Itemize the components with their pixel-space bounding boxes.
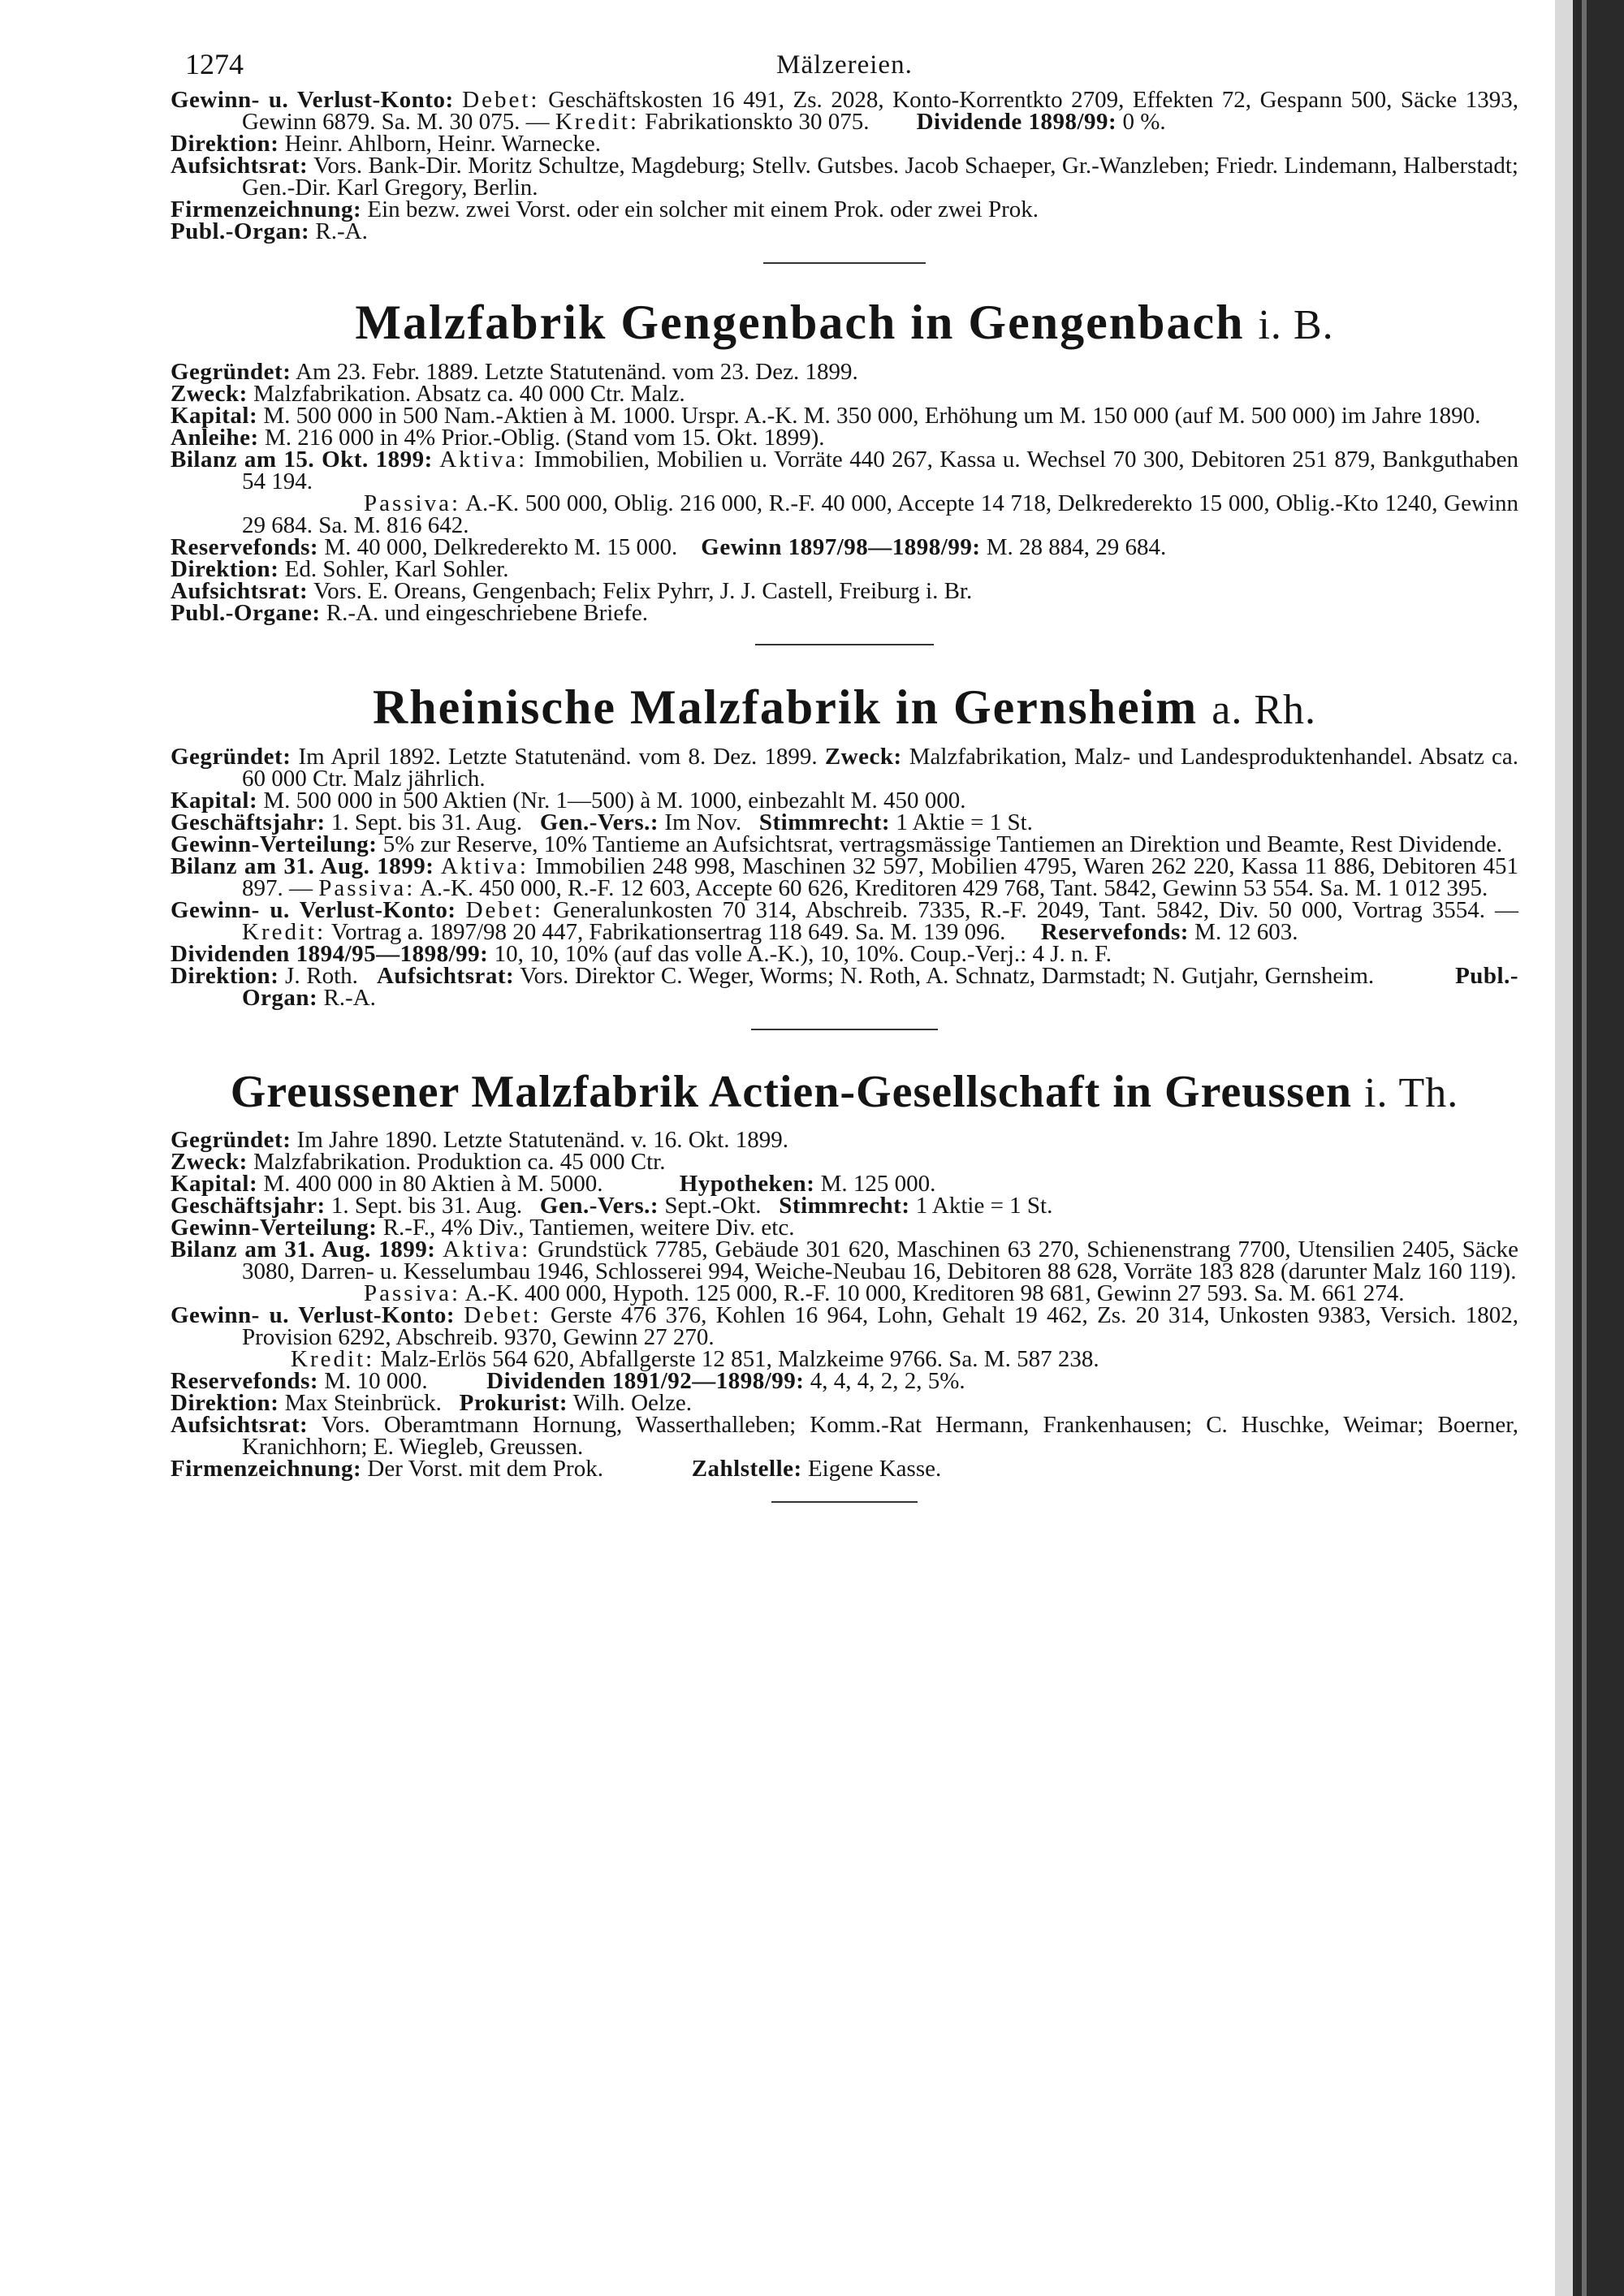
field-key: Firmenzeichnung:: [171, 196, 362, 222]
entry-aufsichtsrat: [171, 155, 1518, 199]
field-key: Prokurist:: [459, 1390, 568, 1416]
book-gutter: [1573, 0, 1624, 2296]
field-key: Gewinn- u. Verlust-Konto:: [171, 87, 454, 113]
field-key: Publ.-Organ:: [171, 218, 310, 244]
kredit-label: Kredit:: [291, 1346, 375, 1372]
field-value: Wilh. Oelze.: [572, 1390, 692, 1416]
field-value: Generalunkosten 70 314, Abschreib. 7335, R.-F. 2049, Tant. 5842, Div. 50 000, Vortrag 3554. —: [552, 897, 1519, 923]
entry-gegruendet: [171, 1129, 1518, 1151]
field-value: 1. Sept. bis 31. Aug.: [330, 1193, 523, 1219]
company-name: Rheinische Malzfabrik in Gernsheim: [372, 680, 1199, 734]
field-key: Kapital:: [171, 1171, 258, 1197]
field-key: Aufsichtsrat:: [171, 578, 309, 604]
field-value: 1. Sept. bis 31. Aug.: [330, 809, 523, 835]
field-value: Sept.-Okt.: [664, 1193, 762, 1219]
field-value: Max Steinbrück.: [284, 1390, 442, 1416]
field-key: Gewinn-Verteilung:: [171, 1215, 378, 1241]
section-divider: [763, 262, 926, 264]
field-value: 1 Aktie = 1 St.: [896, 809, 1033, 835]
entry-kapital: [171, 790, 1518, 812]
kredit-label: Kredit:: [242, 919, 326, 945]
field-key: Dividenden 1894/95—1898/99:: [171, 941, 489, 967]
entry-gewinn-verteilung: [171, 1217, 1518, 1239]
entry-bilanz: [171, 853, 1519, 901]
company-region: a. Rh.: [1212, 687, 1317, 733]
field-key: Kapital:: [171, 403, 258, 429]
field-value: Vors. Oberamtmann Hornung, Wasserthalleben; Komm.-Rat Hermann, Frankenhausen; C. Huschke, Weimar; Boerner, Kranichhorn; E. Wiegleb, Greussen.: [242, 1412, 1518, 1460]
field-value: M. 500 000 in 500 Nam.-Aktien à M. 1000. Urspr. A.-K. M. 350 000, Erhöhung um M. 150 000 (auf M. 500 000) im Jahre 1890.: [263, 403, 1481, 429]
field-value: 5% zur Reserve, 10% Tantieme an Aufsichtsrat, vertragsmässige Tantiemen an Direktion und Beamte, Rest Dividende.: [382, 831, 1503, 857]
field-value: A.-K. 400 000, Hypoth. 125 000, R.-F. 10 000, Kreditoren 98 681, Gewinn 27 593. Sa. M. 661 274.: [464, 1280, 1405, 1306]
running-head: [171, 42, 1518, 89]
field-value: A.-K. 450 000, R.-F. 12 603, Accepte 60 626, Kreditoren 429 768, Tant. 5842, Gewinn 53 554. Sa. M. 1 012 395.: [419, 875, 1488, 901]
entry-gegruendet: [171, 746, 1518, 790]
field-value: R.-F., 4% Div., Tantiemen, weitere Div. etc.: [382, 1215, 795, 1241]
field-value: Vors. E. Oreans, Gengenbach; Felix Pyhrr, J. J. Castell, Freiburg i. Br.: [313, 578, 973, 604]
field-key: Direktion:: [171, 556, 279, 582]
field-key: Anleihe:: [171, 425, 259, 451]
entry-gewinn-verteilung: [171, 831, 1518, 857]
field-key: Stimmrecht:: [758, 809, 891, 835]
entry-gegruendet: [171, 361, 1518, 383]
field-value: Der Vorst. mit dem Prok.: [367, 1456, 603, 1482]
field-value: Eigene Kasse.: [807, 1456, 942, 1482]
aktiva-label: Aktiva:: [443, 1236, 531, 1262]
field-value: M. 12 603.: [1194, 919, 1298, 945]
entry-kapital: [171, 405, 1518, 427]
field-key: Zahlstelle:: [691, 1456, 802, 1482]
company-heading: [171, 680, 1518, 735]
field-value: Vors. Direktor C. Weger, Worms; N. Roth, A. Schnatz, Darmstadt; N. Gutjahr, Gernsheim.: [520, 963, 1375, 989]
field-key: Hypotheken:: [679, 1171, 815, 1197]
field-value: Malzfabrikation. Produktion ca. 45 000 Ctr.: [253, 1149, 666, 1175]
section-divider: [771, 1501, 918, 1503]
field-value: 4, 4, 4, 2, 2, 5%.: [810, 1368, 965, 1394]
company-name: Malzfabrik Gengenbach in Gengenbach: [355, 296, 1245, 349]
field-value: 0 %.: [1122, 109, 1166, 135]
entry-kredit: [171, 1346, 1518, 1372]
field-key: Reservefonds:: [171, 534, 319, 560]
debet-label: Debet:: [465, 897, 543, 923]
entry-reservefonds: [171, 534, 1518, 560]
kredit-label: Kredit:: [555, 109, 640, 135]
field-key: Aufsichtsrat:: [171, 1412, 309, 1438]
field-key: Direktion:: [171, 963, 279, 989]
entry-firmenzeichnung: [171, 196, 1518, 222]
field-key: Aufsichtsrat:: [171, 153, 309, 179]
page-content: [171, 42, 1518, 1503]
field-value: Am 23. Febr. 1889. Letzte Statutenänd. vom 23. Dez. 1899.: [296, 359, 858, 385]
entry-bilanz: [171, 449, 1518, 493]
field-key: Zweck:: [171, 381, 248, 407]
company-heading: [171, 1068, 1518, 1118]
field-value: 10, 10, 10% (auf das volle A.-K.), 10, 10%. Coup.-Verj.: 4 J. n. F.: [494, 941, 1112, 967]
section-divider: [755, 644, 934, 645]
field-key: Publ.-Organ:: [242, 963, 1519, 1011]
field-value: Grundstück 7785, Gebäude 301 620, Maschinen 63 270, Schienenstrang 7700, Utensilien 2405, Säcke 3080, Darren- u. Kesselumbau 1946, Schlosserei 994, Weiche-Neubau 16, Debitoren 88 628, Vorräte 183 828 (darunter Malz 160 119).: [242, 1236, 1518, 1284]
field-value: R.-A.: [315, 218, 368, 244]
field-key: Bilanz am 31. Aug. 1899:: [171, 853, 434, 879]
entry-publ-organ: [171, 218, 1518, 244]
field-value: M. 10 000.: [324, 1368, 428, 1394]
field-value: Vors. Bank-Dir. Moritz Schultze, Magdeburg; Stellv. Gutsbes. Jacob Schaeper, Gr.-Wanzleben; Friedr. Lindemann, Halberstadt; Gen.-Dir. Karl Gregory, Berlin.: [242, 153, 1518, 201]
section-divider: [751, 1029, 938, 1030]
running-title: Mälzereien.: [776, 50, 913, 80]
field-key: Gegründet:: [171, 359, 292, 385]
field-value: R.-A.: [323, 985, 376, 1011]
passiva-label: Passiva:: [364, 1280, 461, 1306]
field-key: Bilanz am 15. Okt. 1899:: [171, 447, 433, 473]
entry-direktion: [171, 965, 1518, 1009]
entry-anleihe: [171, 427, 1518, 449]
entry-publ-organe: [171, 602, 1518, 624]
field-value: Im Nov.: [664, 809, 742, 835]
entry-geschaeftsjahr: [171, 809, 1518, 835]
field-value: Immobilien 248 998, Maschinen 32 597, Mobilien 4795, Waren 262 220, Kassa 11 886, Debitoren 451 897. —: [242, 853, 1519, 901]
field-key: Gewinn-Verteilung:: [171, 831, 378, 857]
entry-kapital: [171, 1173, 1518, 1195]
field-value: Ein bezw. zwei Vorst. oder ein solcher mit einem Prok. oder zwei Prok.: [367, 196, 1039, 222]
entry-passiva: [171, 490, 1518, 538]
field-value: Heinr. Ahlborn, Heinr. Warnecke.: [284, 131, 601, 157]
debet-label: Debet:: [464, 1302, 542, 1328]
entry-geschaeftsjahr: [171, 1195, 1518, 1217]
entry-zweck: [171, 1151, 1518, 1173]
field-value: A.-K. 500 000, Oblig. 216 000, R.-F. 40 000, Accepte 14 718, Delkrederekto 15 000, Oblig.-Kto 1240, Gewinn 29 684. Sa. M. 816 642.: [242, 490, 1518, 538]
field-value: Fabrikationskto 30 075.: [645, 109, 870, 135]
field-key: Gegründet:: [171, 1127, 292, 1153]
field-value: Im April 1892. Letzte Statutenänd. vom 8. Dez. 1899.: [298, 744, 818, 770]
field-key: Gen.-Vers.:: [539, 809, 659, 835]
field-value: Geschäftskosten 16 491, Zs. 2028, Konto-Korrentkto 2709, Effekten 72, Gespann 500, Säcke 1393, Gewinn 6879. Sa. M. 30 075. —: [242, 87, 1518, 135]
passiva-label: Passiva:: [364, 490, 461, 516]
entry-aufsichtsrat: [171, 580, 1518, 602]
field-value: M. 28 884, 29 684.: [986, 534, 1167, 560]
aktiva-label: Aktiva:: [439, 447, 528, 473]
entry-direktion: [171, 556, 1518, 582]
field-value: Malzfabrikation. Absatz ca. 40 000 Ctr. Malz.: [253, 381, 685, 407]
field-key: Geschäftsjahr:: [171, 1193, 326, 1219]
field-key: Gewinn 1897/98—1898/99:: [701, 534, 981, 560]
field-key: Reservefonds:: [171, 1368, 319, 1394]
field-key: Bilanz am 31. Aug. 1899:: [171, 1236, 436, 1262]
debet-label: Debet:: [462, 87, 540, 113]
field-key: Firmenzeichnung:: [171, 1456, 362, 1482]
field-key: Dividende 1898/99:: [916, 109, 1117, 135]
page-number: 1274: [185, 48, 244, 80]
entry-guv: [171, 89, 1518, 133]
entry-dividenden: [171, 943, 1518, 965]
field-key: Kapital:: [171, 788, 258, 814]
company-gengenbach: [171, 298, 1518, 624]
field-value: J. Roth.: [285, 963, 358, 989]
entry-guv: [171, 1302, 1518, 1350]
aktiva-label: Aktiva:: [440, 853, 529, 879]
company-region: i. B.: [1258, 302, 1334, 348]
entry-bilanz: [171, 1236, 1518, 1284]
field-key: Zweck:: [171, 1149, 248, 1175]
company-region: i. Th.: [1364, 1070, 1459, 1116]
field-key: Gen.-Vers.:: [539, 1193, 659, 1219]
field-value: M. 400 000 in 80 Aktien à M. 5000.: [263, 1171, 603, 1197]
field-key: Gewinn- u. Verlust-Konto:: [171, 1302, 456, 1328]
entry-reservefonds: [171, 1370, 1518, 1392]
entry-passiva: [171, 1280, 1518, 1306]
field-value: R.-A. und eingeschriebene Briefe.: [326, 600, 648, 626]
field-value: Malz-Erlös 564 620, Abfallgerste 12 851, Malzkeime 9766. Sa. M. 587 238.: [380, 1346, 1099, 1372]
company-heading: [171, 298, 1518, 350]
previous-entry-continuation: [171, 89, 1518, 243]
field-value: Vortrag a. 1897/98 20 447, Fabrikationsertrag 118 649. Sa. M. 139 096.: [330, 919, 1006, 945]
entry-direktion: [171, 133, 1518, 155]
field-key: Reservefonds:: [1040, 919, 1189, 945]
field-value: Gerste 476 376, Kohlen 16 964, Lohn, Gehalt 19 462, Zs. 20 314, Unkosten 9383, Versich. 1802, Provision 6292, Abschreib. 9370, Gewinn 27 270.: [242, 1302, 1518, 1350]
field-key: Publ.-Organe:: [171, 600, 321, 626]
field-key: Aufsichtsrat:: [376, 963, 515, 989]
company-greussen: [171, 1068, 1518, 1480]
passiva-label: Passiva:: [318, 875, 416, 901]
entry-guv: [171, 897, 1519, 945]
field-value: Immobilien, Mobilien u. Vorräte 440 267, Kassa u. Wechsel 70 300, Debitoren 251 879, Bankguthaben 54 194.: [242, 447, 1519, 494]
company-name: Greussener Malzfabrik Actien-Gesellschaft in Greussen: [230, 1067, 1353, 1117]
field-value: Ed. Sohler, Karl Sohler.: [284, 556, 509, 582]
field-key: Zweck:: [824, 744, 902, 770]
company-gernsheim: [171, 680, 1519, 1011]
entry-aufsichtsrat: [171, 1414, 1518, 1458]
field-value: 1 Aktie = 1 St.: [915, 1193, 1053, 1219]
field-key: Direktion:: [171, 131, 279, 157]
field-value: M. 500 000 in 500 Aktien (Nr. 1—500) à M. 1000, einbezahlt M. 450 000.: [263, 788, 966, 814]
entry-firmenzeichnung: [171, 1458, 1518, 1480]
page-edge: [1555, 0, 1573, 2296]
field-value: M. 40 000, Delkrederekto M. 15 000.: [324, 534, 678, 560]
field-value: Im Jahre 1890. Letzte Statutenänd. v. 16. Okt. 1899.: [296, 1127, 788, 1153]
book-gutter-highlight: [1582, 0, 1587, 2296]
field-value: M. 216 000 in 4% Prior.-Oblig. (Stand vom 15. Okt. 1899).: [264, 425, 825, 451]
field-key: Dividenden 1891/92—1898/99:: [486, 1368, 805, 1394]
field-value: M. 125 000.: [820, 1171, 936, 1197]
field-key: Direktion:: [171, 1390, 279, 1416]
entry-zweck: [171, 383, 1518, 405]
field-key: Gewinn- u. Verlust-Konto:: [171, 897, 456, 923]
field-key: Geschäftsjahr:: [171, 809, 326, 835]
field-key: Stimmrecht:: [779, 1193, 910, 1219]
field-key: Gegründet:: [171, 744, 292, 770]
entry-direktion: [171, 1392, 1518, 1414]
field-value: Malzfabrikation, Malz- und Landesproduktenhandel. Absatz ca. 60 000 Ctr. Malz jährlich.: [242, 744, 1518, 792]
